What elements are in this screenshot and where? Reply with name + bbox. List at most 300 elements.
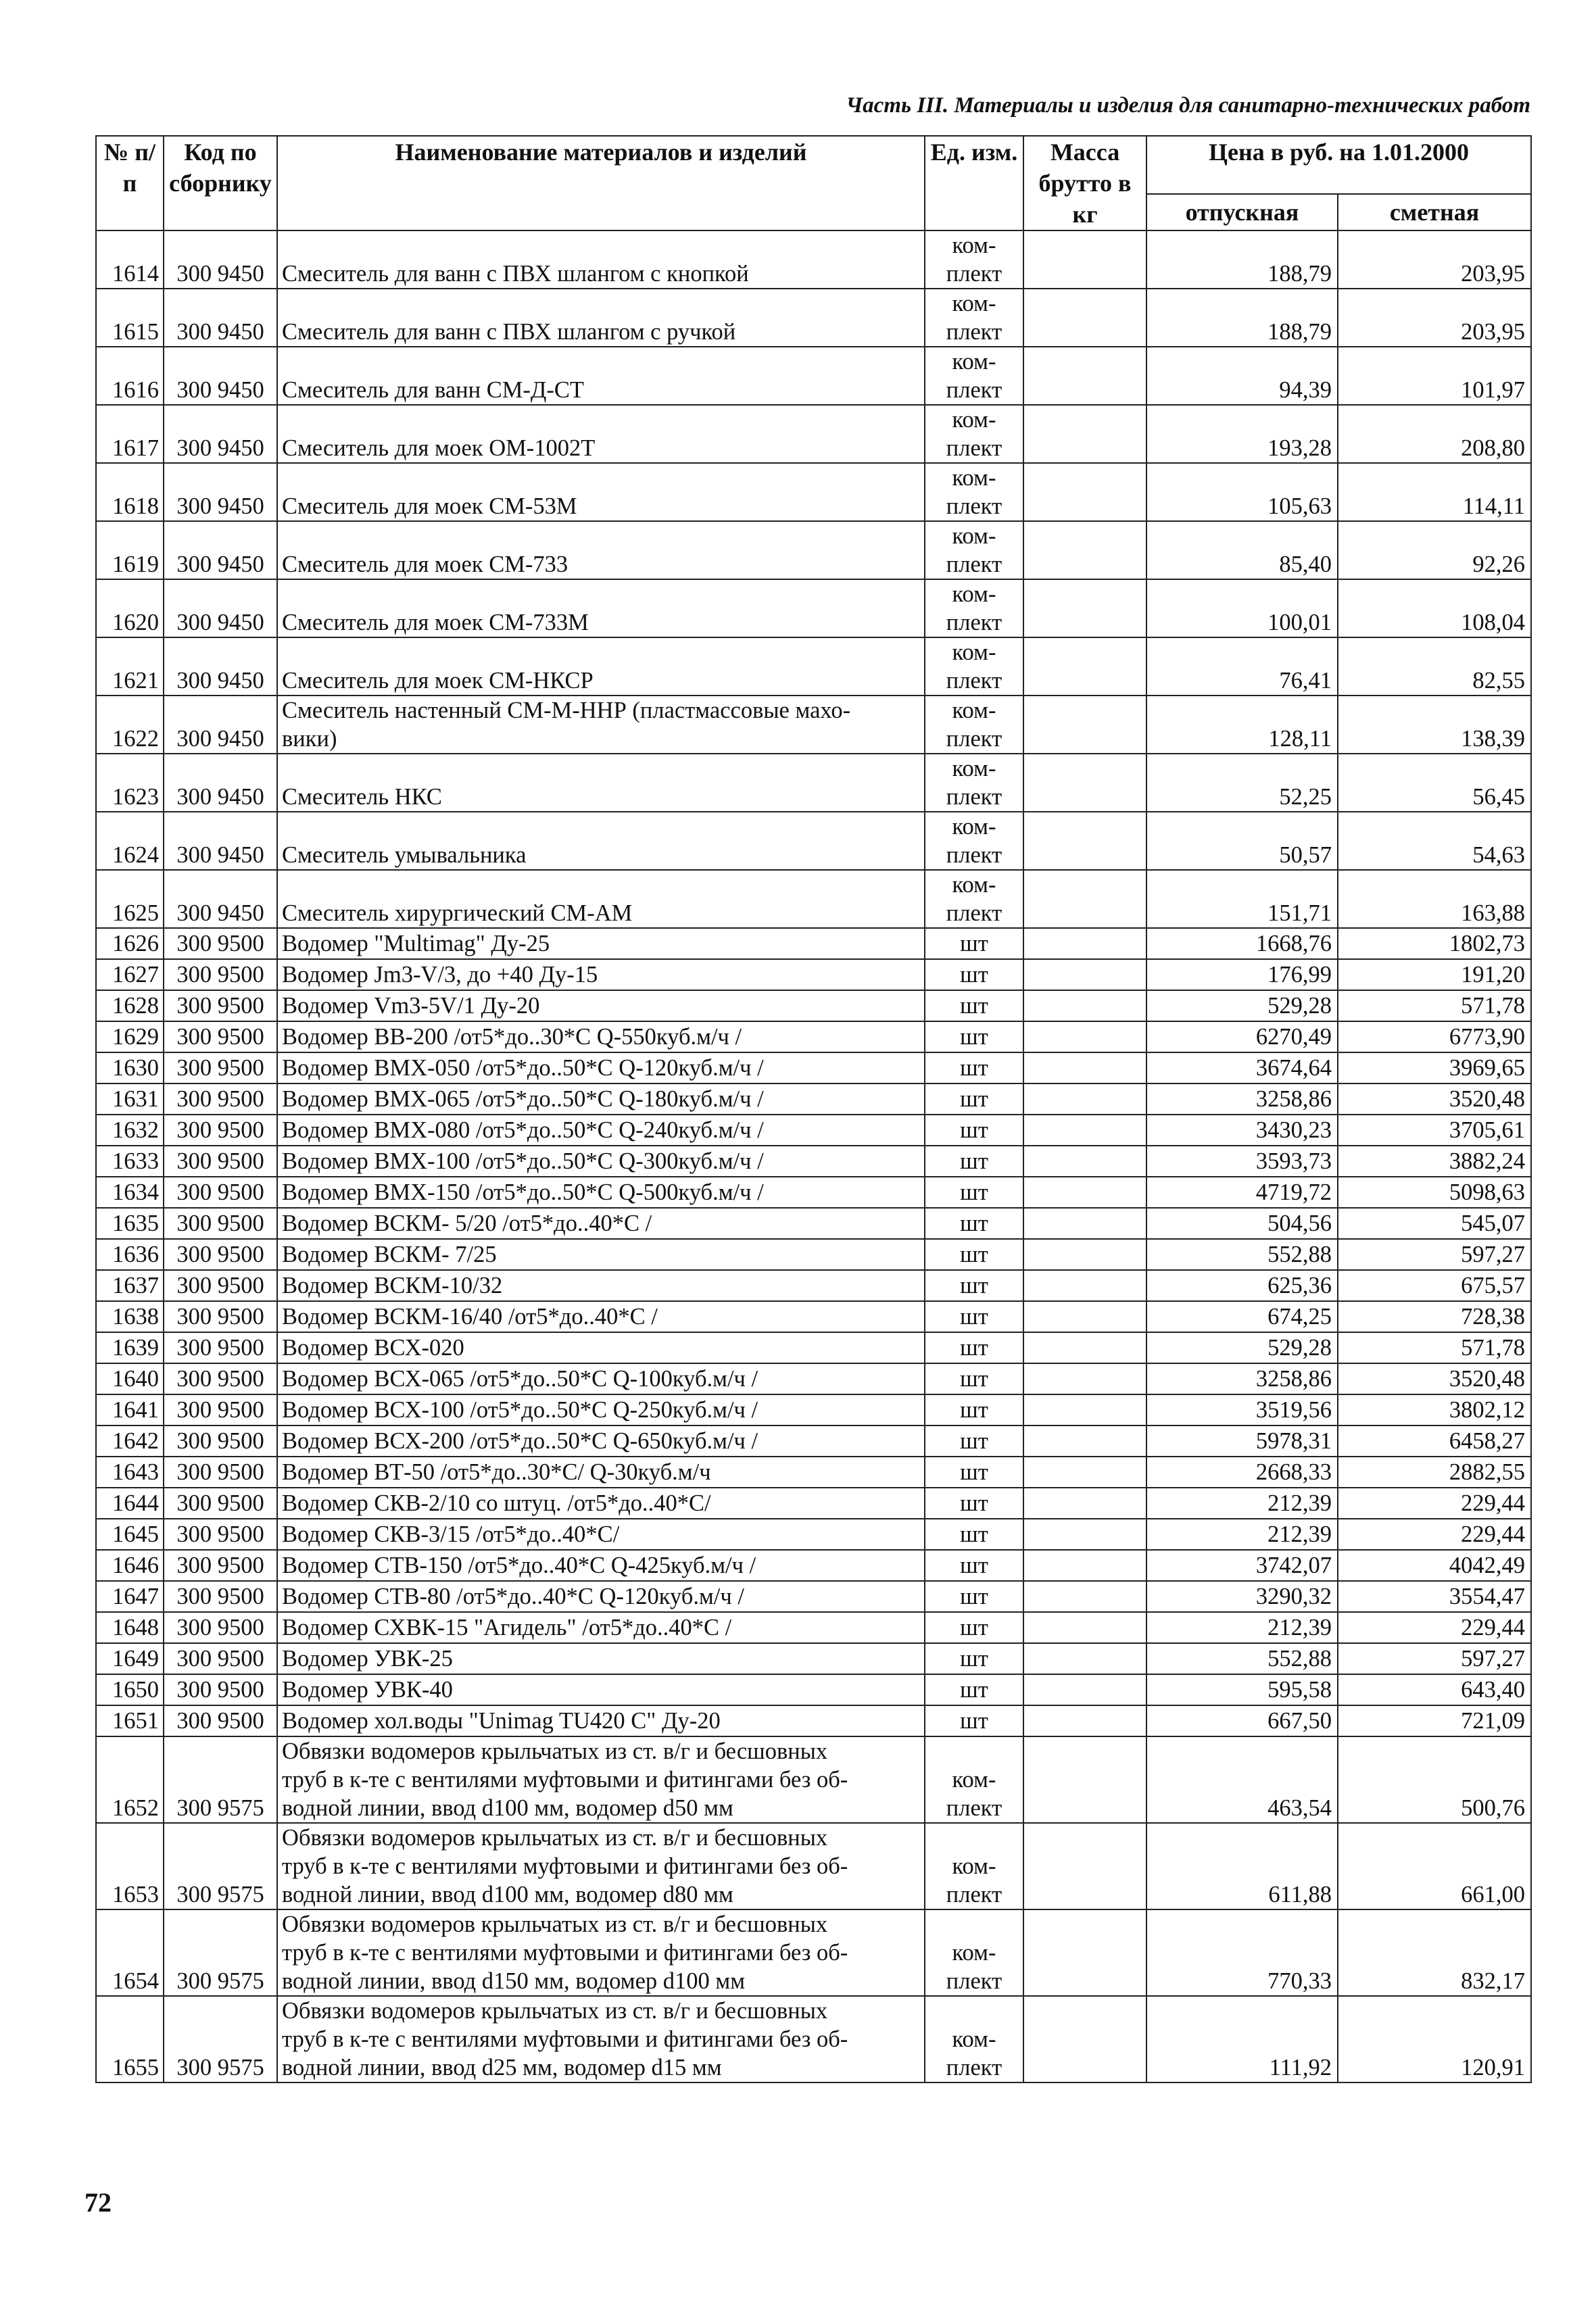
row-num: 1630 bbox=[96, 1052, 164, 1083]
table-row bbox=[96, 1363, 1531, 1394]
row-mass bbox=[1023, 1705, 1146, 1736]
price-table bbox=[95, 135, 1532, 2083]
row-price-release: 52,25 bbox=[1146, 754, 1338, 812]
row-num: 1627 bbox=[96, 959, 164, 990]
row-num: 1647 bbox=[96, 1581, 164, 1612]
table-row bbox=[96, 1021, 1531, 1052]
row-code: 300 9500 bbox=[164, 1021, 277, 1052]
row-mass bbox=[1023, 990, 1146, 1021]
row-code: 300 9450 bbox=[164, 463, 277, 521]
row-unit: шт bbox=[925, 1612, 1023, 1643]
row-num: 1626 bbox=[96, 928, 164, 959]
row-code: 300 9500 bbox=[164, 1394, 277, 1425]
row-unit: ком- плект bbox=[925, 405, 1023, 463]
row-name: Смеситель для моек СМ-733 bbox=[277, 521, 925, 579]
row-price-estimate: 54,63 bbox=[1338, 812, 1531, 870]
row-num: 1615 bbox=[96, 289, 164, 347]
row-mass bbox=[1023, 1996, 1146, 2082]
row-price-estimate: 3969,65 bbox=[1338, 1052, 1531, 1083]
table-row bbox=[96, 1052, 1531, 1083]
row-price-estimate: 6458,27 bbox=[1338, 1425, 1531, 1457]
row-price-estimate: 203,95 bbox=[1338, 289, 1531, 347]
row-code: 300 9500 bbox=[164, 928, 277, 959]
row-num: 1628 bbox=[96, 990, 164, 1021]
row-price-estimate: 675,57 bbox=[1338, 1270, 1531, 1301]
row-code: 300 9500 bbox=[164, 1488, 277, 1519]
table-row bbox=[96, 1394, 1531, 1425]
row-price-release: 151,71 bbox=[1146, 870, 1338, 928]
row-mass bbox=[1023, 959, 1146, 990]
row-name: Обвязки водомеров крыльчатых из ст. в/г и бесшовных труб в к-те с вентилями муфтовыми и фитингами без об- водной линии, ввод d150 мм, водомер d100 мм bbox=[277, 1909, 925, 1996]
row-price-release: 193,28 bbox=[1146, 405, 1338, 463]
row-num: 1648 bbox=[96, 1612, 164, 1643]
row-price-release: 1668,76 bbox=[1146, 928, 1338, 959]
row-code: 300 9500 bbox=[164, 1643, 277, 1674]
row-code: 300 9500 bbox=[164, 1146, 277, 1177]
row-unit: шт bbox=[925, 1332, 1023, 1363]
row-unit: шт bbox=[925, 1581, 1023, 1612]
row-price-release: 94,39 bbox=[1146, 347, 1338, 405]
row-price-release: 5978,31 bbox=[1146, 1425, 1338, 1457]
row-price-release: 463,54 bbox=[1146, 1736, 1338, 1823]
row-code: 300 9500 bbox=[164, 1519, 277, 1550]
row-name: Водомер хол.воды "Unimag TU420 C" Ду-20 bbox=[277, 1705, 925, 1736]
row-price-release: 3430,23 bbox=[1146, 1115, 1338, 1146]
row-name: Водомер ВМХ-150 /от5*до..50*С Q-500куб.м/ч / bbox=[277, 1177, 925, 1208]
row-mass bbox=[1023, 1052, 1146, 1083]
row-price-estimate: 545,07 bbox=[1338, 1208, 1531, 1239]
table-row bbox=[96, 1083, 1531, 1115]
row-mass bbox=[1023, 579, 1146, 637]
table-row bbox=[96, 1612, 1531, 1643]
row-mass bbox=[1023, 1736, 1146, 1823]
table-row bbox=[96, 1674, 1531, 1705]
row-price-release: 529,28 bbox=[1146, 990, 1338, 1021]
row-code: 300 9575 bbox=[164, 1823, 277, 1909]
page-header: Часть III. Материалы и изделия для санитарно-технических работ bbox=[846, 93, 1530, 118]
row-price-release: 595,58 bbox=[1146, 1674, 1338, 1705]
row-num: 1650 bbox=[96, 1674, 164, 1705]
row-name: Водомер Vm3-5V/1 Ду-20 bbox=[277, 990, 925, 1021]
col-header-price-group: Цена в руб. на 1.01.2000 bbox=[1146, 136, 1531, 194]
row-price-estimate: 597,27 bbox=[1338, 1643, 1531, 1674]
row-num: 1644 bbox=[96, 1488, 164, 1519]
row-name: Смеситель НКС bbox=[277, 754, 925, 812]
row-num: 1651 bbox=[96, 1705, 164, 1736]
row-price-release: 188,79 bbox=[1146, 230, 1338, 289]
table-row bbox=[96, 1425, 1531, 1457]
row-num: 1638 bbox=[96, 1301, 164, 1332]
row-num: 1617 bbox=[96, 405, 164, 463]
row-num: 1632 bbox=[96, 1115, 164, 1146]
row-num: 1634 bbox=[96, 1177, 164, 1208]
table-row bbox=[96, 1146, 1531, 1177]
row-num: 1636 bbox=[96, 1239, 164, 1270]
row-price-estimate: 643,40 bbox=[1338, 1674, 1531, 1705]
table-row bbox=[96, 959, 1531, 990]
row-unit: шт bbox=[925, 1021, 1023, 1052]
row-mass bbox=[1023, 289, 1146, 347]
row-unit: шт bbox=[925, 1550, 1023, 1581]
row-price-estimate: 92,26 bbox=[1338, 521, 1531, 579]
table-row bbox=[96, 289, 1531, 347]
table-row bbox=[96, 1519, 1531, 1550]
row-price-release: 3258,86 bbox=[1146, 1363, 1338, 1394]
row-price-release: 128,11 bbox=[1146, 696, 1338, 754]
row-unit: шт bbox=[925, 1643, 1023, 1674]
row-name: Водомер ВВ-200 /от5*до..30*С Q-550куб.м/ч / bbox=[277, 1021, 925, 1052]
row-code: 300 9450 bbox=[164, 696, 277, 754]
col-header-price-release: отпускная bbox=[1146, 194, 1338, 230]
row-mass bbox=[1023, 1823, 1146, 1909]
row-mass bbox=[1023, 1301, 1146, 1332]
row-price-estimate: 3520,48 bbox=[1338, 1083, 1531, 1115]
row-price-release: 674,25 bbox=[1146, 1301, 1338, 1332]
row-price-estimate: 3520,48 bbox=[1338, 1363, 1531, 1394]
row-code: 300 9500 bbox=[164, 1301, 277, 1332]
row-price-estimate: 229,44 bbox=[1338, 1488, 1531, 1519]
row-unit: шт bbox=[925, 1674, 1023, 1705]
row-num: 1621 bbox=[96, 637, 164, 696]
row-code: 300 9500 bbox=[164, 1457, 277, 1488]
row-code: 300 9500 bbox=[164, 1425, 277, 1457]
table-row bbox=[96, 1488, 1531, 1519]
row-mass bbox=[1023, 521, 1146, 579]
row-mass bbox=[1023, 405, 1146, 463]
table-row bbox=[96, 1208, 1531, 1239]
row-code: 300 9575 bbox=[164, 1736, 277, 1823]
row-price-release: 212,39 bbox=[1146, 1612, 1338, 1643]
row-price-release: 3674,64 bbox=[1146, 1052, 1338, 1083]
col-header-mass: Масса брутто в кг bbox=[1023, 136, 1146, 230]
row-unit: шт bbox=[925, 990, 1023, 1021]
row-price-estimate: 728,38 bbox=[1338, 1301, 1531, 1332]
row-mass bbox=[1023, 1643, 1146, 1674]
row-mass bbox=[1023, 696, 1146, 754]
row-name: Водомер ВСХ-100 /от5*до..50*С Q-250куб.м/ч / bbox=[277, 1394, 925, 1425]
row-mass bbox=[1023, 347, 1146, 405]
row-num: 1640 bbox=[96, 1363, 164, 1394]
row-num: 1620 bbox=[96, 579, 164, 637]
row-price-release: 625,36 bbox=[1146, 1270, 1338, 1301]
row-price-estimate: 661,00 bbox=[1338, 1823, 1531, 1909]
row-price-release: 3290,32 bbox=[1146, 1581, 1338, 1612]
row-code: 300 9450 bbox=[164, 812, 277, 870]
table-row bbox=[96, 1457, 1531, 1488]
row-num: 1646 bbox=[96, 1550, 164, 1581]
table-row bbox=[96, 1736, 1531, 1823]
row-code: 300 9500 bbox=[164, 1239, 277, 1270]
row-price-estimate: 229,44 bbox=[1338, 1612, 1531, 1643]
row-unit: шт bbox=[925, 959, 1023, 990]
row-price-release: 552,88 bbox=[1146, 1643, 1338, 1674]
row-mass bbox=[1023, 1021, 1146, 1052]
table-row bbox=[96, 1301, 1531, 1332]
row-name: Водомер ВТ-50 /от5*до..30*С/ Q-30куб.м/ч bbox=[277, 1457, 925, 1488]
row-mass bbox=[1023, 870, 1146, 928]
row-name: Водомер ВСКМ-16/40 /от5*до..40*С / bbox=[277, 1301, 925, 1332]
row-num: 1641 bbox=[96, 1394, 164, 1425]
row-name: Водомер ВСКМ- 7/25 bbox=[277, 1239, 925, 1270]
row-code: 300 9500 bbox=[164, 1177, 277, 1208]
row-price-estimate: 597,27 bbox=[1338, 1239, 1531, 1270]
row-code: 300 9500 bbox=[164, 1270, 277, 1301]
row-num: 1654 bbox=[96, 1909, 164, 1996]
table-row bbox=[96, 1996, 1531, 2082]
row-code: 300 9450 bbox=[164, 870, 277, 928]
row-name: Водомер ВМХ-050 /от5*до..50*С Q-120куб.м/ч / bbox=[277, 1052, 925, 1083]
row-name: Водомер ВСХ-200 /от5*до..50*С Q-650куб.м/ч / bbox=[277, 1425, 925, 1457]
row-mass bbox=[1023, 1581, 1146, 1612]
row-name: Обвязки водомеров крыльчатых из ст. в/г и бесшовных труб в к-те с вентилями муфтовыми и фитингами без об- водной линии, ввод d25 мм, водомер d15 мм bbox=[277, 1996, 925, 2082]
row-name: Смеситель для моек СМ-733М bbox=[277, 579, 925, 637]
row-name: Смеситель для ванн с ПВХ шлангом с ручкой bbox=[277, 289, 925, 347]
row-price-estimate: 3882,24 bbox=[1338, 1146, 1531, 1177]
row-num: 1643 bbox=[96, 1457, 164, 1488]
row-price-estimate: 82,55 bbox=[1338, 637, 1531, 696]
row-mass bbox=[1023, 754, 1146, 812]
row-price-release: 50,57 bbox=[1146, 812, 1338, 870]
row-price-estimate: 56,45 bbox=[1338, 754, 1531, 812]
table-row bbox=[96, 637, 1531, 696]
row-unit: шт bbox=[925, 1146, 1023, 1177]
row-mass bbox=[1023, 1332, 1146, 1363]
row-name: Водомер "Multimag" Ду-25 bbox=[277, 928, 925, 959]
row-name: Водомер СТВ-150 /от5*до..40*С Q-425куб.м/ч / bbox=[277, 1550, 925, 1581]
table-row bbox=[96, 347, 1531, 405]
row-code: 300 9450 bbox=[164, 637, 277, 696]
row-code: 300 9500 bbox=[164, 1674, 277, 1705]
page-number: 72 bbox=[84, 2187, 112, 2218]
table-row bbox=[96, 1581, 1531, 1612]
row-name: Водомер ВСКМ-10/32 bbox=[277, 1270, 925, 1301]
row-price-release: 100,01 bbox=[1146, 579, 1338, 637]
row-mass bbox=[1023, 928, 1146, 959]
row-code: 300 9500 bbox=[164, 1208, 277, 1239]
row-unit: шт bbox=[925, 1177, 1023, 1208]
table-row bbox=[96, 230, 1531, 289]
row-unit: шт bbox=[925, 1270, 1023, 1301]
row-name: Водомер ВСХ-020 bbox=[277, 1332, 925, 1363]
row-price-estimate: 101,97 bbox=[1338, 347, 1531, 405]
table-row bbox=[96, 463, 1531, 521]
row-code: 300 9500 bbox=[164, 1332, 277, 1363]
row-mass bbox=[1023, 1519, 1146, 1550]
row-code: 300 9450 bbox=[164, 230, 277, 289]
row-price-estimate: 208,80 bbox=[1338, 405, 1531, 463]
row-code: 300 9500 bbox=[164, 1550, 277, 1581]
row-num: 1619 bbox=[96, 521, 164, 579]
row-price-release: 3258,86 bbox=[1146, 1083, 1338, 1115]
row-num: 1655 bbox=[96, 1996, 164, 2082]
row-price-estimate: 2882,55 bbox=[1338, 1457, 1531, 1488]
row-name: Обвязки водомеров крыльчатых из ст. в/г и бесшовных труб в к-те с вентилями муфтовыми и фитингами без об- водной линии, ввод d100 мм, водомер d80 мм bbox=[277, 1823, 925, 1909]
row-price-release: 105,63 bbox=[1146, 463, 1338, 521]
row-code: 300 9500 bbox=[164, 1052, 277, 1083]
row-mass bbox=[1023, 1363, 1146, 1394]
row-name: Водомер ВСКМ- 5/20 /от5*до..40*С / bbox=[277, 1208, 925, 1239]
table-row bbox=[96, 870, 1531, 928]
row-mass bbox=[1023, 230, 1146, 289]
table-row bbox=[96, 990, 1531, 1021]
row-code: 300 9500 bbox=[164, 1612, 277, 1643]
row-mass bbox=[1023, 1488, 1146, 1519]
row-name: Водомер ВСХ-065 /от5*до..50*С Q-100куб.м/ч / bbox=[277, 1363, 925, 1394]
col-header-num: № п/п bbox=[96, 136, 164, 230]
row-unit: ком- плект bbox=[925, 870, 1023, 928]
row-mass bbox=[1023, 1115, 1146, 1146]
row-unit: шт bbox=[925, 1488, 1023, 1519]
row-mass bbox=[1023, 463, 1146, 521]
row-unit: шт bbox=[925, 1115, 1023, 1146]
row-price-release: 2668,33 bbox=[1146, 1457, 1338, 1488]
row-unit: ком- плект bbox=[925, 289, 1023, 347]
row-price-estimate: 114,11 bbox=[1338, 463, 1531, 521]
row-price-estimate: 120,91 bbox=[1338, 1996, 1531, 2082]
row-num: 1649 bbox=[96, 1643, 164, 1674]
row-name: Смеситель настенный СМ-М-ННР (пластмассовые махо- вики) bbox=[277, 696, 925, 754]
row-num: 1614 bbox=[96, 230, 164, 289]
row-num: 1629 bbox=[96, 1021, 164, 1052]
row-num: 1642 bbox=[96, 1425, 164, 1457]
row-name: Водомер СТВ-80 /от5*до..40*С Q-120куб.м/ч / bbox=[277, 1581, 925, 1612]
row-name: Водомер СКВ-2/10 со штуц. /от5*до..40*С/ bbox=[277, 1488, 925, 1519]
row-code: 300 9450 bbox=[164, 521, 277, 579]
table-row bbox=[96, 1239, 1531, 1270]
row-num: 1635 bbox=[96, 1208, 164, 1239]
table-row bbox=[96, 928, 1531, 959]
row-mass bbox=[1023, 1083, 1146, 1115]
row-price-estimate: 1802,73 bbox=[1338, 928, 1531, 959]
row-num: 1623 bbox=[96, 754, 164, 812]
col-header-name: Наименование материалов и изделий bbox=[277, 136, 925, 230]
row-price-release: 552,88 bbox=[1146, 1239, 1338, 1270]
row-unit: шт bbox=[925, 1705, 1023, 1736]
col-header-price-estimate: сметная bbox=[1338, 194, 1531, 230]
row-unit: ком- плект bbox=[925, 696, 1023, 754]
row-name: Смеситель для ванн СМ-Д-СТ bbox=[277, 347, 925, 405]
table-row bbox=[96, 1705, 1531, 1736]
row-name: Водомер ВМХ-065 /от5*до..50*С Q-180куб.м/ч / bbox=[277, 1083, 925, 1115]
table-row bbox=[96, 1909, 1531, 1996]
row-name: Смеситель хирургический СМ-АМ bbox=[277, 870, 925, 928]
table-row bbox=[96, 1270, 1531, 1301]
row-code: 300 9450 bbox=[164, 754, 277, 812]
row-price-estimate: 721,09 bbox=[1338, 1705, 1531, 1736]
row-price-estimate: 3802,12 bbox=[1338, 1394, 1531, 1425]
table-row bbox=[96, 579, 1531, 637]
row-code: 300 9450 bbox=[164, 289, 277, 347]
row-code: 300 9500 bbox=[164, 1115, 277, 1146]
row-price-estimate: 3705,61 bbox=[1338, 1115, 1531, 1146]
row-unit: ком- плект bbox=[925, 579, 1023, 637]
row-price-estimate: 203,95 bbox=[1338, 230, 1531, 289]
row-code: 300 9500 bbox=[164, 1363, 277, 1394]
row-price-estimate: 6773,90 bbox=[1338, 1021, 1531, 1052]
row-num: 1652 bbox=[96, 1736, 164, 1823]
row-price-release: 529,28 bbox=[1146, 1332, 1338, 1363]
row-price-release: 611,88 bbox=[1146, 1823, 1338, 1909]
row-unit: ком- плект bbox=[925, 1996, 1023, 2082]
row-unit: шт bbox=[925, 1052, 1023, 1083]
row-unit: шт bbox=[925, 1208, 1023, 1239]
row-price-release: 76,41 bbox=[1146, 637, 1338, 696]
row-price-estimate: 138,39 bbox=[1338, 696, 1531, 754]
row-mass bbox=[1023, 812, 1146, 870]
row-price-estimate: 229,44 bbox=[1338, 1519, 1531, 1550]
row-mass bbox=[1023, 637, 1146, 696]
row-unit: ком- плект bbox=[925, 347, 1023, 405]
row-name: Водомер УВК-40 bbox=[277, 1674, 925, 1705]
row-mass bbox=[1023, 1674, 1146, 1705]
row-num: 1645 bbox=[96, 1519, 164, 1550]
row-mass bbox=[1023, 1394, 1146, 1425]
row-num: 1624 bbox=[96, 812, 164, 870]
row-name: Смеситель для моек СМ-53М bbox=[277, 463, 925, 521]
row-price-release: 4719,72 bbox=[1146, 1177, 1338, 1208]
row-num: 1618 bbox=[96, 463, 164, 521]
row-mass bbox=[1023, 1909, 1146, 1996]
row-price-estimate: 191,20 bbox=[1338, 959, 1531, 990]
row-price-estimate: 163,88 bbox=[1338, 870, 1531, 928]
table-row bbox=[96, 812, 1531, 870]
row-price-estimate: 500,76 bbox=[1338, 1736, 1531, 1823]
row-num: 1625 bbox=[96, 870, 164, 928]
row-code: 300 9575 bbox=[164, 1996, 277, 2082]
row-price-release: 111,92 bbox=[1146, 1996, 1338, 2082]
row-name: Смеситель для моек ОМ-1002Т bbox=[277, 405, 925, 463]
row-price-estimate: 5098,63 bbox=[1338, 1177, 1531, 1208]
row-price-release: 770,33 bbox=[1146, 1909, 1338, 1996]
row-mass bbox=[1023, 1177, 1146, 1208]
row-num: 1616 bbox=[96, 347, 164, 405]
row-code: 300 9500 bbox=[164, 1705, 277, 1736]
row-unit: ком- плект bbox=[925, 812, 1023, 870]
row-num: 1639 bbox=[96, 1332, 164, 1363]
row-price-release: 212,39 bbox=[1146, 1488, 1338, 1519]
row-unit: шт bbox=[925, 1301, 1023, 1332]
row-code: 300 9500 bbox=[164, 1581, 277, 1612]
row-name: Водомер СКВ-3/15 /от5*до..40*С/ bbox=[277, 1519, 925, 1550]
row-code: 300 9500 bbox=[164, 990, 277, 1021]
row-unit: шт bbox=[925, 1239, 1023, 1270]
table-row bbox=[96, 754, 1531, 812]
row-unit: ком- плект bbox=[925, 754, 1023, 812]
row-name: Смеситель умывальника bbox=[277, 812, 925, 870]
row-price-estimate: 4042,49 bbox=[1338, 1550, 1531, 1581]
row-unit: шт bbox=[925, 1083, 1023, 1115]
row-unit: шт bbox=[925, 1519, 1023, 1550]
row-price-release: 3519,56 bbox=[1146, 1394, 1338, 1425]
row-unit: шт bbox=[925, 1363, 1023, 1394]
row-unit: шт bbox=[925, 1425, 1023, 1457]
row-price-release: 504,56 bbox=[1146, 1208, 1338, 1239]
table-row bbox=[96, 1332, 1531, 1363]
row-code: 300 9450 bbox=[164, 347, 277, 405]
row-price-release: 188,79 bbox=[1146, 289, 1338, 347]
table-row bbox=[96, 696, 1531, 754]
row-num: 1631 bbox=[96, 1083, 164, 1115]
row-name: Смеситель для моек СМ-НКСР bbox=[277, 637, 925, 696]
table-row bbox=[96, 1115, 1531, 1146]
row-num: 1653 bbox=[96, 1823, 164, 1909]
row-mass bbox=[1023, 1612, 1146, 1643]
row-name: Обвязки водомеров крыльчатых из ст. в/г и бесшовных труб в к-те с вентилями муфтовыми и фитингами без об- водной линии, ввод d100 мм, водомер d50 мм bbox=[277, 1736, 925, 1823]
row-mass bbox=[1023, 1425, 1146, 1457]
table-row bbox=[96, 1643, 1531, 1674]
row-code: 300 9575 bbox=[164, 1909, 277, 1996]
row-unit: шт bbox=[925, 1457, 1023, 1488]
